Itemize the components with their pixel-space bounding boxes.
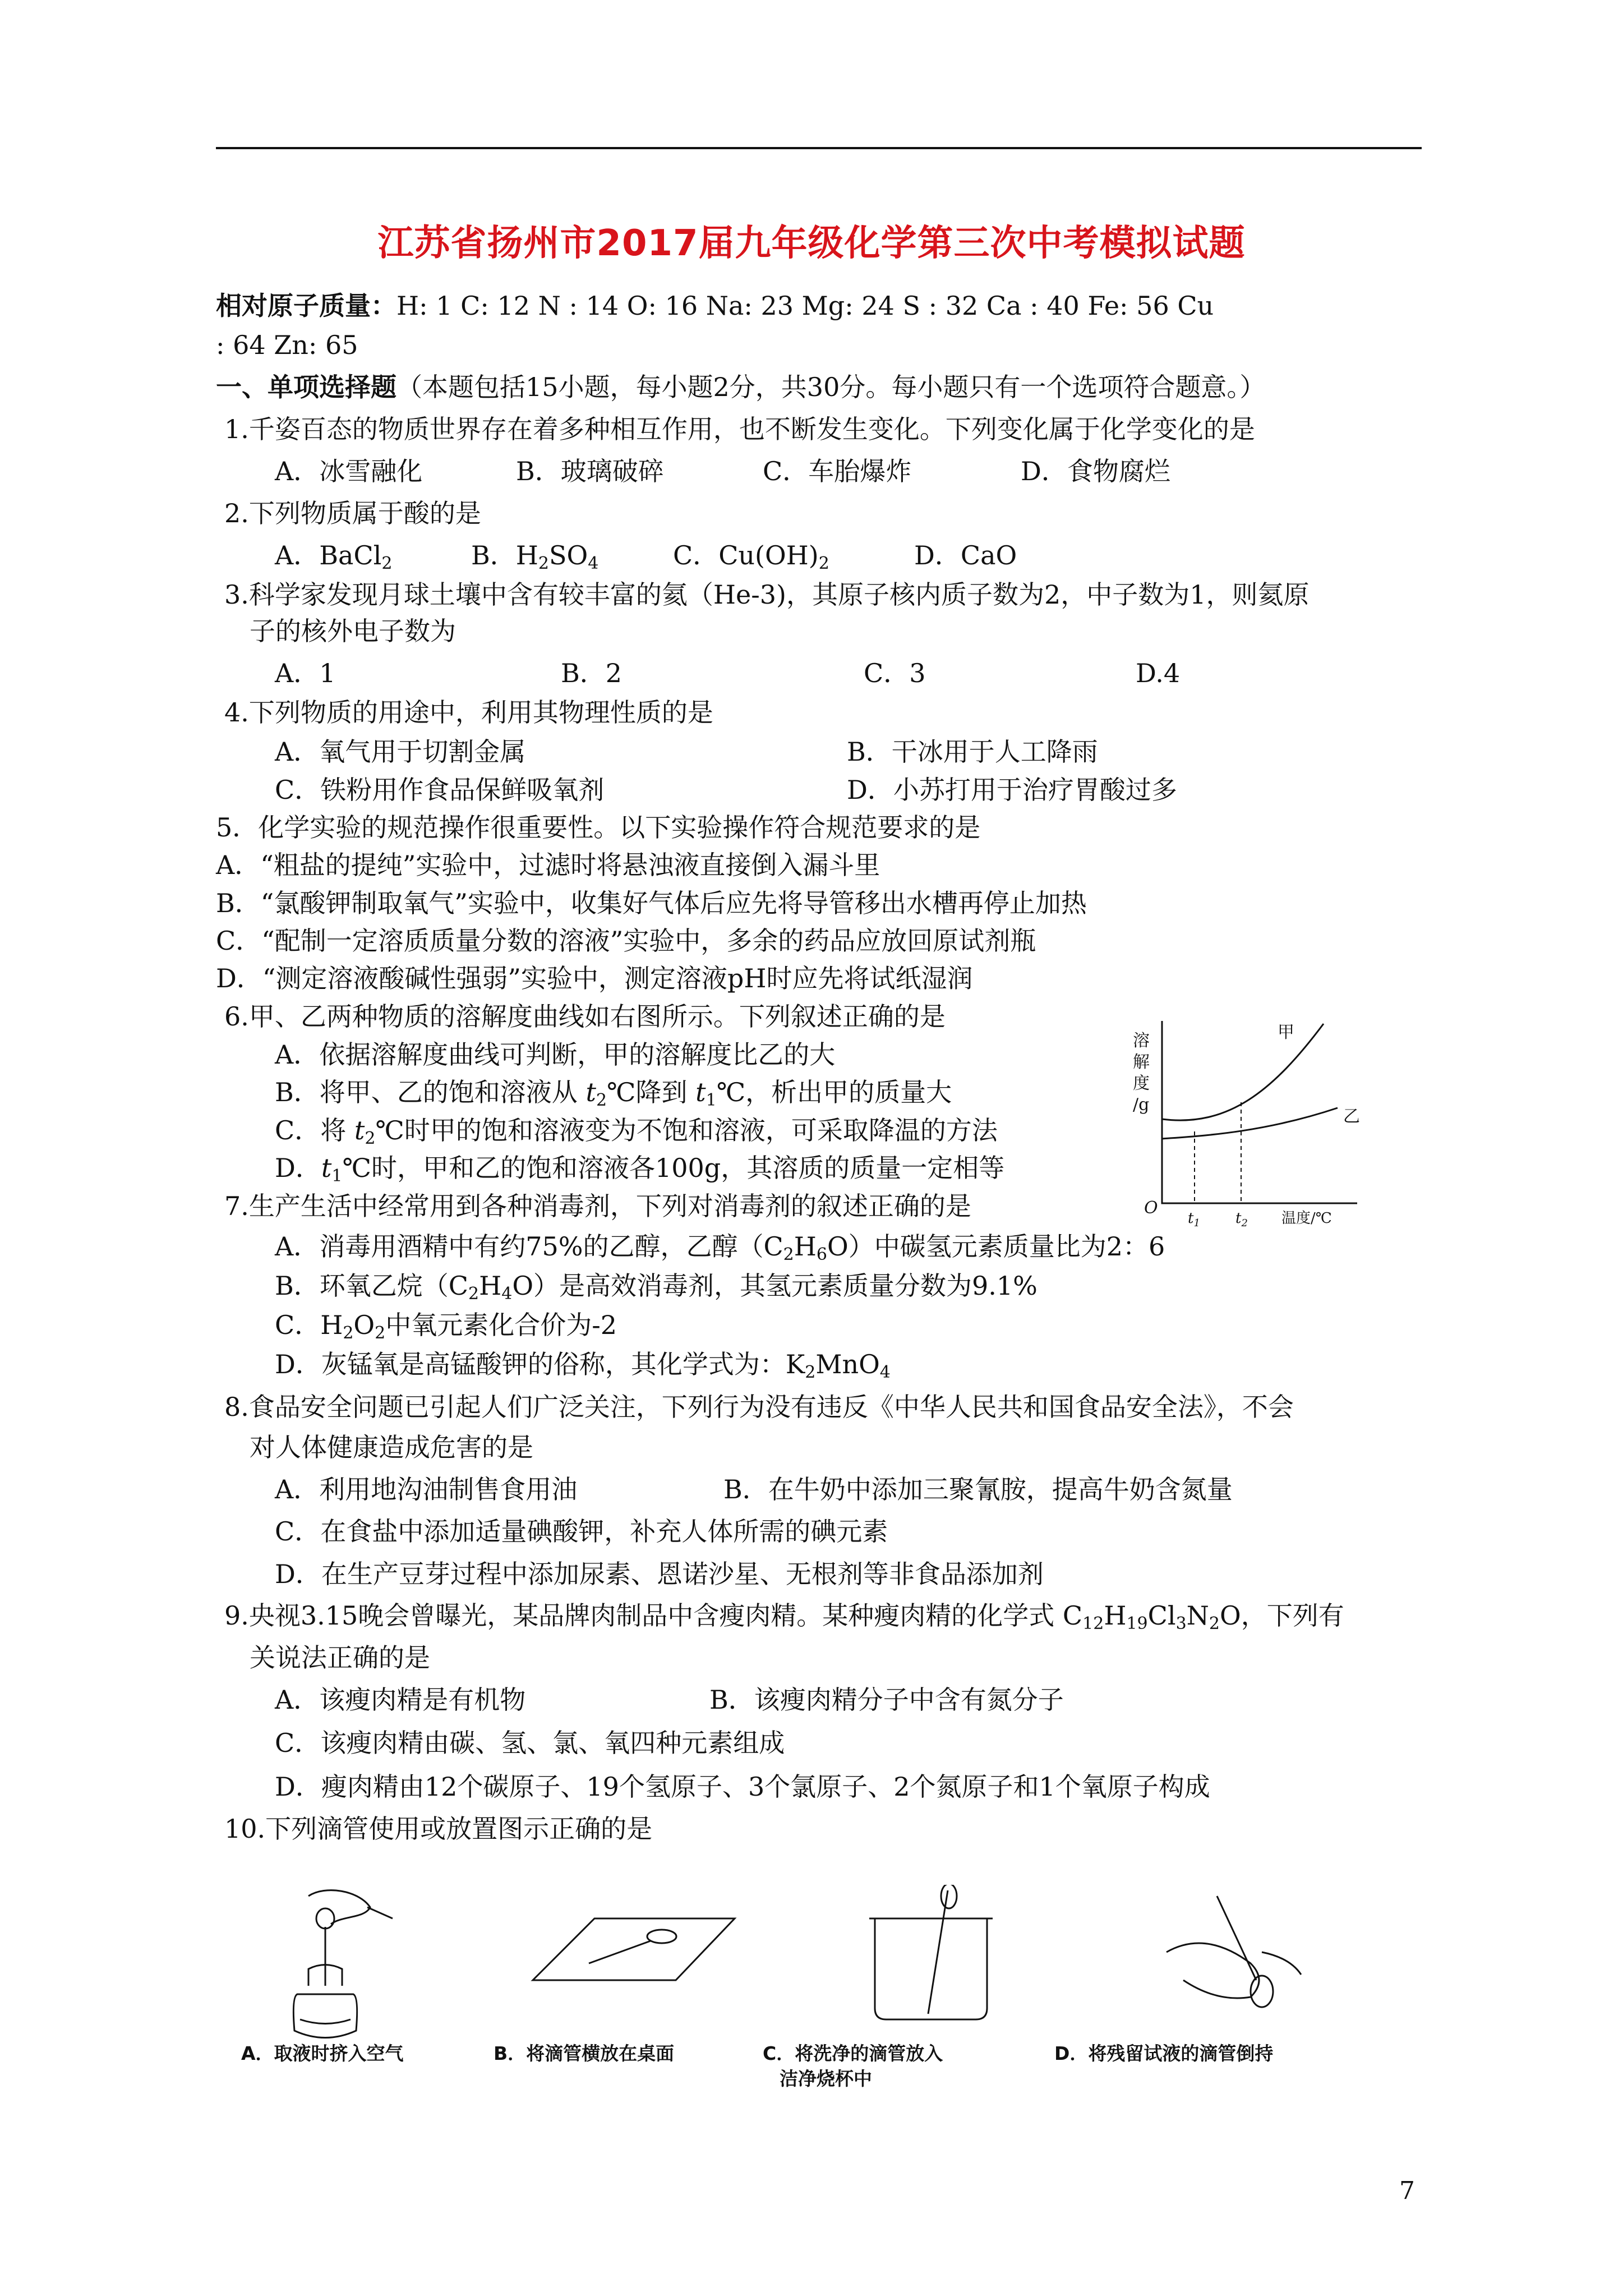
- q9-option-c: C．该瘦肉精由碳、氢、氯、氧四种元素组成: [275, 1728, 785, 1758]
- figure-d-dropper-inverted: [1122, 1885, 1346, 2053]
- q1-option-a: A．冰雪融化: [275, 456, 423, 486]
- q1-option-b: B．玻璃破碎: [516, 456, 664, 486]
- q3-option-c: C．3: [864, 658, 926, 688]
- graph-origin: O: [1144, 1198, 1158, 1218]
- caption-a: A．取液时挤入空气: [241, 2042, 404, 2064]
- q6-option-a: A．依据溶解度曲线可判断，甲的溶解度比乙的大: [275, 1039, 836, 1070]
- q6-option-c: C．将 $t_2℃$时甲的饱和溶液变为不饱和溶液，可采取降温的方法: [275, 1115, 998, 1148]
- q1-option-d: D．食物腐烂: [1021, 456, 1170, 486]
- atomic-mass-line-2: : 64 Zn: 65: [216, 330, 358, 360]
- q4-option-a: A．氧气用于切割金属: [275, 737, 526, 767]
- curve-b: [1162, 1108, 1338, 1139]
- q6-option-d: D．$t_1℃$时，甲和乙的饱和溶液各100g，其溶质的质量一定相等: [275, 1153, 1005, 1186]
- q7-option-d: D．灰锰氧是高锰酸钾的俗称，其化学式为：$K_2MnO_4$: [275, 1349, 891, 1382]
- q10-figure-row: [224, 1885, 1402, 2109]
- q8-option-b: B．在牛奶中添加三聚氰胺，提高牛奶含氮量: [723, 1474, 1233, 1504]
- caption-d: D．将残留试液的滴管倒持: [1054, 2042, 1274, 2064]
- curve-b-label: 乙: [1343, 1107, 1360, 1126]
- q1-stem: 1.千姿百态的物质世界存在着多种相互作用，也不断发生变化。下列变化属于化学变化的是: [224, 414, 1255, 444]
- q3-option-d: D.4: [1136, 658, 1181, 688]
- q8-stem-line-2: 对人体健康造成危害的是: [250, 1432, 533, 1462]
- atomic-mass-label: 相对原子质量：: [216, 291, 396, 321]
- q5-stem: 5．化学实验的规范操作很重要性。以下实验操作符合规范要求的是: [216, 812, 981, 843]
- q5-option-d: D．“测定溶液酸碱性强弱”实验中，测定溶液pH时应先将试纸湿润: [216, 963, 973, 993]
- q9-option-d: D．瘦肉精由12个碳原子、19个氢原子、3个氯原子、2个氮原子和1个氧原子构成: [275, 1772, 1210, 1802]
- q5-option-c: C．“配制一定溶质质量分数的溶液”实验中，多余的药品应放回原试剂瓶: [216, 926, 1036, 956]
- q7-stem: 7.生产生活中经常用到各种消毒剂，下列对消毒剂的叙述正确的是: [224, 1191, 971, 1221]
- q9-option-a: A．该瘦肉精是有机物: [275, 1685, 526, 1715]
- caption-c-line-2: 洁净烧杯中: [780, 2068, 872, 2090]
- section-title: 一、单项选择题: [216, 372, 396, 402]
- q8-option-a: A．利用地沟油制售食用油: [275, 1474, 578, 1504]
- solubility-graph: [1133, 1013, 1380, 1237]
- q4-option-d: D．小苏打用于治疗胃酸过多: [847, 775, 1177, 805]
- section-note: （本题包括15小题，每小题2分，共30分。每小题只有一个选项符合题意。）: [396, 372, 1266, 402]
- q3-stem-line-2: 子的核外电子数为: [250, 616, 456, 646]
- figure-a-dropper-bottle: [224, 1885, 449, 2053]
- graph-ylabel-2: 解: [1133, 1052, 1150, 1072]
- graph-ylabel-3: 度: [1133, 1074, 1150, 1093]
- graph-ylabel-1: 溶: [1133, 1031, 1150, 1051]
- q2-option-c: C．$Cu(OH)_2$: [673, 540, 829, 573]
- q7-option-c: C．$H_2O_2$中氧元素化合价为-2: [275, 1310, 617, 1343]
- q8-stem-line-1: 8.食品安全问题已引起人们广泛关注，下列行为没有违反《中华人民共和国食品安全法》，不会: [224, 1392, 1294, 1422]
- graph-xlabel: 温度/℃: [1281, 1210, 1332, 1227]
- q5-option-a: A．“粗盐的提纯”实验中，过滤时将悬浊液直接倒入漏斗里: [216, 850, 880, 880]
- q10-stem: 10.下列滴管使用或放置图示正确的是: [224, 1814, 653, 1844]
- graph-t1: $t_1$: [1188, 1210, 1200, 1229]
- q3-option-b: B．2: [561, 658, 623, 688]
- q1-option-c: C．车胎爆炸: [763, 456, 912, 486]
- q2-option-b: B．$H_2SO_4$: [471, 540, 599, 573]
- q9-stem-line-1: 9.央视3.15晚会曾曝光，某品牌肉制品中含瘦肉精。某种瘦肉精的化学式 $C_{12}H_{19}Cl_3N_2O$，下列有: [224, 1600, 1344, 1634]
- header-rule: [216, 147, 1422, 149]
- q4-stem: 4.下列物质的用途中，利用其物理性质的是: [224, 697, 713, 728]
- caption-b: B．将滴管横放在桌面: [494, 2042, 675, 2064]
- graph-axes: [1162, 1021, 1357, 1203]
- figure-b-dropper-on-table: [522, 1885, 746, 2053]
- graph-t2: $t_2$: [1235, 1210, 1248, 1229]
- q3-option-a: A．1: [275, 658, 336, 688]
- q2-option-d: D．CaO: [914, 540, 1017, 570]
- page-number: 7: [1399, 2177, 1415, 2205]
- q6-option-b: B．将甲、乙的饱和溶液从 $t_2℃$降到 $t_1℃$，析出甲的质量大: [275, 1077, 952, 1110]
- q9-option-b: B．该瘦肉精分子中含有氮分子: [709, 1685, 1064, 1715]
- figure-c-dropper-in-beaker: [819, 1885, 1043, 2053]
- section-heading: [216, 370, 1265, 404]
- q3-stem-line-1: 3.科学家发现月球土壤中含有较丰富的氦（He-3)，其原子核内质子数为2，中子数为1，则氦原: [224, 579, 1310, 610]
- caption-c-line-1: C．将洗净的滴管放入: [763, 2042, 943, 2064]
- q4-option-c: C．铁粉用作食品保鲜吸氧剂: [275, 775, 605, 805]
- q7-option-a: A．消毒用酒精中有约75%的乙醇，乙醇$(C_2H_6O)$中碳氢元素质量比为2：6: [275, 1231, 1165, 1264]
- q2-stem: 2.下列物质属于酸的是: [224, 498, 481, 528]
- page-title: 江苏省扬州市2017届九年级化学第三次中考模拟试题: [377, 223, 1246, 264]
- q8-option-d: D．在生产豆芽过程中添加尿素、恩诺沙星、无根剂等非食品添加剂: [275, 1559, 1044, 1589]
- graph-ylabel-4: /g: [1133, 1095, 1150, 1115]
- q7-option-b: B．环氧乙烷$(C_2H_4O)$是高效消毒剂，其氢元素质量分数为9.1%: [275, 1271, 1038, 1304]
- q9-stem-line-2: 关说法正确的是: [250, 1642, 430, 1673]
- q6-stem: 6.甲、乙两种物质的溶解度曲线如右图所示。下列叙述正确的是: [224, 1001, 946, 1032]
- curve-a: [1162, 1024, 1324, 1120]
- q2-option-a: A．BaCl$_2$: [275, 540, 393, 573]
- q5-option-b: B．“氯酸钾制取氧气”实验中，收集好气体后应先将导管移出水槽再停止加热: [216, 888, 1087, 918]
- q4-option-b: B．干冰用于人工降雨: [847, 737, 1098, 767]
- atomic-mass-values: H: 1 C: 12 N : 14 O: 16 Na: 23 Mg: 24 S : 32 Ca : 40 Fe: 56 Cu: [396, 291, 1214, 321]
- curve-a-label: 甲: [1278, 1023, 1294, 1042]
- atomic-mass-line-1: [216, 289, 1214, 323]
- q8-option-c: C．在食盐中添加适量碘酸钾，补充人体所需的碘元素: [275, 1516, 888, 1547]
